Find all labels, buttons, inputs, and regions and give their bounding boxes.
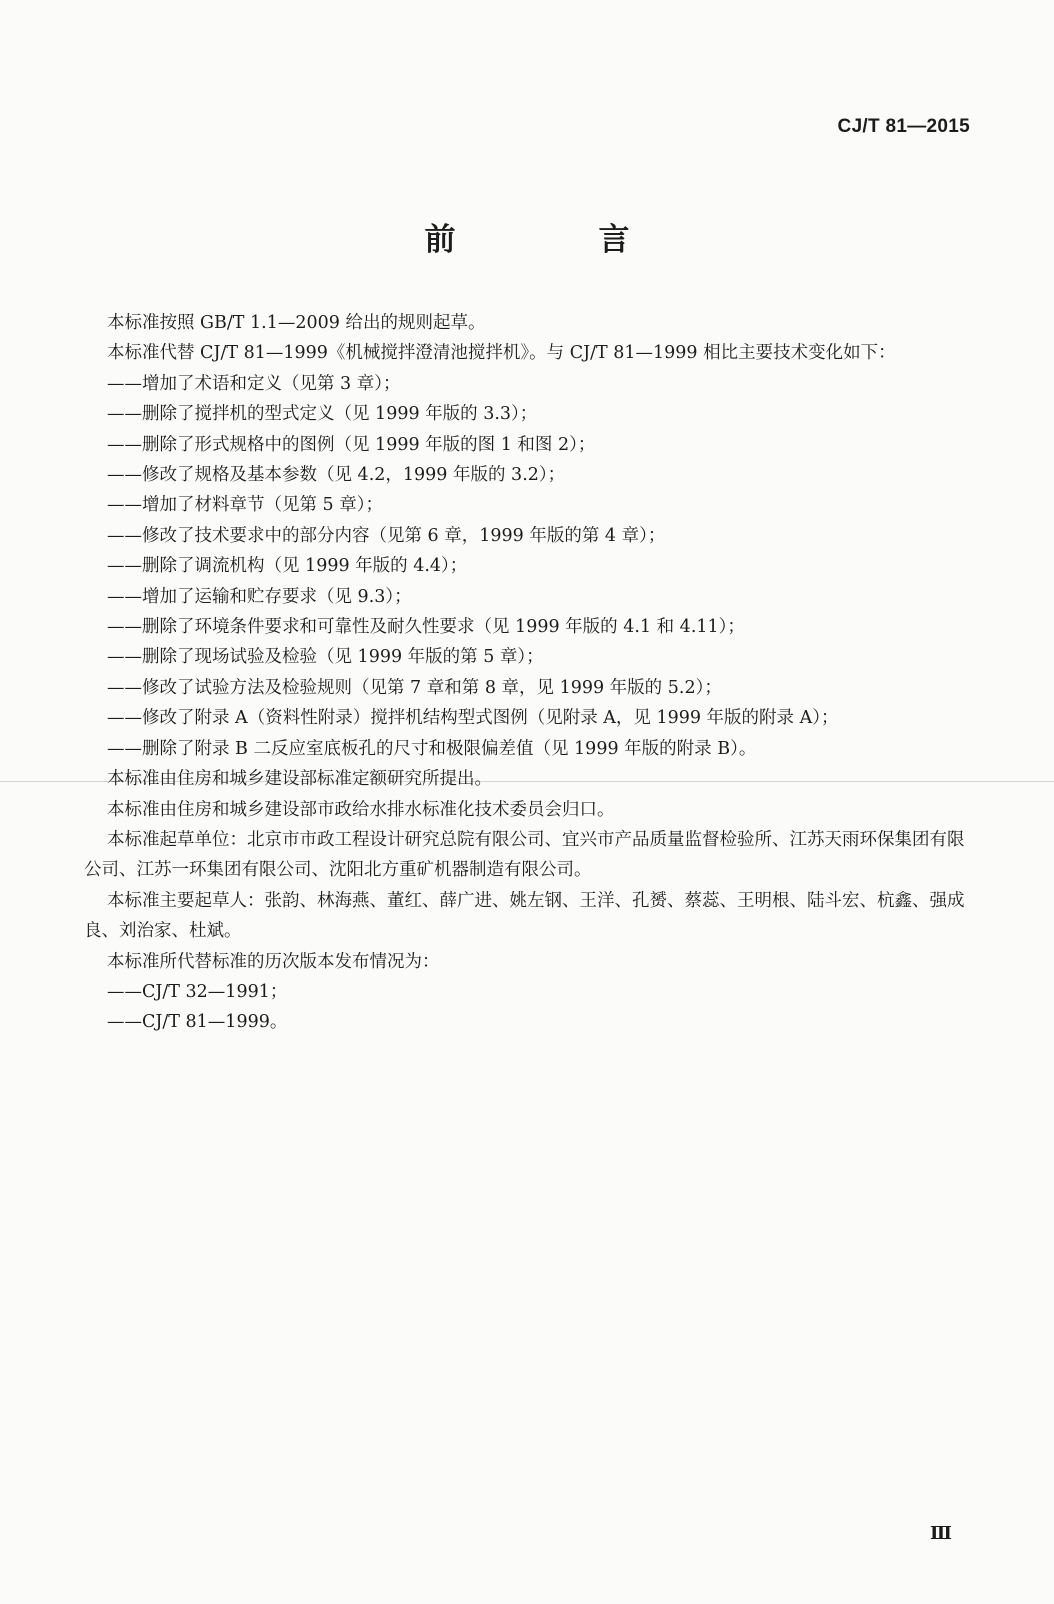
list-item: ——修改了技术要求中的部分内容（见第 6 章，1999 年版的第 4 章）； <box>107 525 666 546</box>
page-title: 前 言 <box>424 222 686 258</box>
list-item: ——删除了现场试验及检验（见 1999 年版的第 5 章）； <box>107 647 544 668</box>
list-item: ——删除了环境条件要求和可靠性及耐久性要求（见 1999 年版的 4.1 和 4.11）； <box>107 617 745 638</box>
paragraph-drafting-units: 本标准起草单位：北京市市政工程设计研究总院有限公司、宜兴市产品质量监督检验所、江苏天雨环保集团有限公司、江苏一环集团有限公司、沈阳北方重矿机器制造有限公司。 <box>84 829 965 881</box>
list-item: ——修改了规格及基本参数（见 4.2，1999 年版的 3.2）； <box>107 465 566 486</box>
paragraph-drafters: 本标准主要起草人：张韵、林海燕、董红、薛广进、姚左钢、王洋、孔赟、蔡蕊、王明根、陆斗宏、杭鑫、强成良、刘治家、杜斌。 <box>84 890 965 942</box>
list-item: ——修改了附录 A（资料性附录）搅拌机结构型式图例（见附录 A，见 1999 年版的附录 A）； <box>107 708 839 729</box>
history-list <box>107 977 973 1038</box>
list-item: ——增加了材料章节（见第 5 章）； <box>107 495 384 516</box>
document-body <box>84 308 973 1038</box>
list-item: ——删除了附录 B 二反应室底板孔的尺寸和极限偏差值（见 1999 年版的附录 B）。 <box>107 738 757 759</box>
paragraph-replacement: 本标准代替 CJ/T 81—1999《机械搅拌澄清池搅拌机》。与 CJ/T 81—1999 相比主要技术变化如下： <box>107 343 896 364</box>
paragraph-drafting-rule: 本标准按照 GB/T 1.1—2009 给出的规则起草。 <box>107 313 486 333</box>
list-item: ——增加了运输和贮存要求（见 9.3）； <box>107 586 412 607</box>
list-item: ——CJ/T 32—1991； <box>107 981 288 1002</box>
list-item: ——删除了形式规格中的图例（见 1999 年版的图 1 和图 2）； <box>107 434 596 455</box>
list-item: ——删除了搅拌机的型式定义（见 1999 年版的 3.3）； <box>107 404 538 425</box>
page-number: Ⅲ <box>930 1523 952 1544</box>
paragraph-history-intro: 本标准所代替标准的历次版本发布情况为： <box>107 951 440 972</box>
list-item: ——修改了试验方法及检验规则（见第 7 章和第 8 章，见 1999 年版的 5.2）； <box>107 677 722 698</box>
changes-list <box>107 369 973 764</box>
paragraph-proposer: 本标准由住房和城乡建设部标准定额研究所提出。 <box>107 769 492 790</box>
document-code: CJ/T 81—2015 <box>837 116 970 137</box>
list-item: ——增加了术语和定义（见第 3 章）； <box>107 373 401 394</box>
list-item: ——CJ/T 81—1999。 <box>107 1012 288 1033</box>
paragraph-centralized-by: 本标准由住房和城乡建设部市政给水排水标准化技术委员会归口。 <box>107 799 615 820</box>
list-item: ——删除了调流机构（见 1999 年版的 4.4）； <box>107 556 468 577</box>
